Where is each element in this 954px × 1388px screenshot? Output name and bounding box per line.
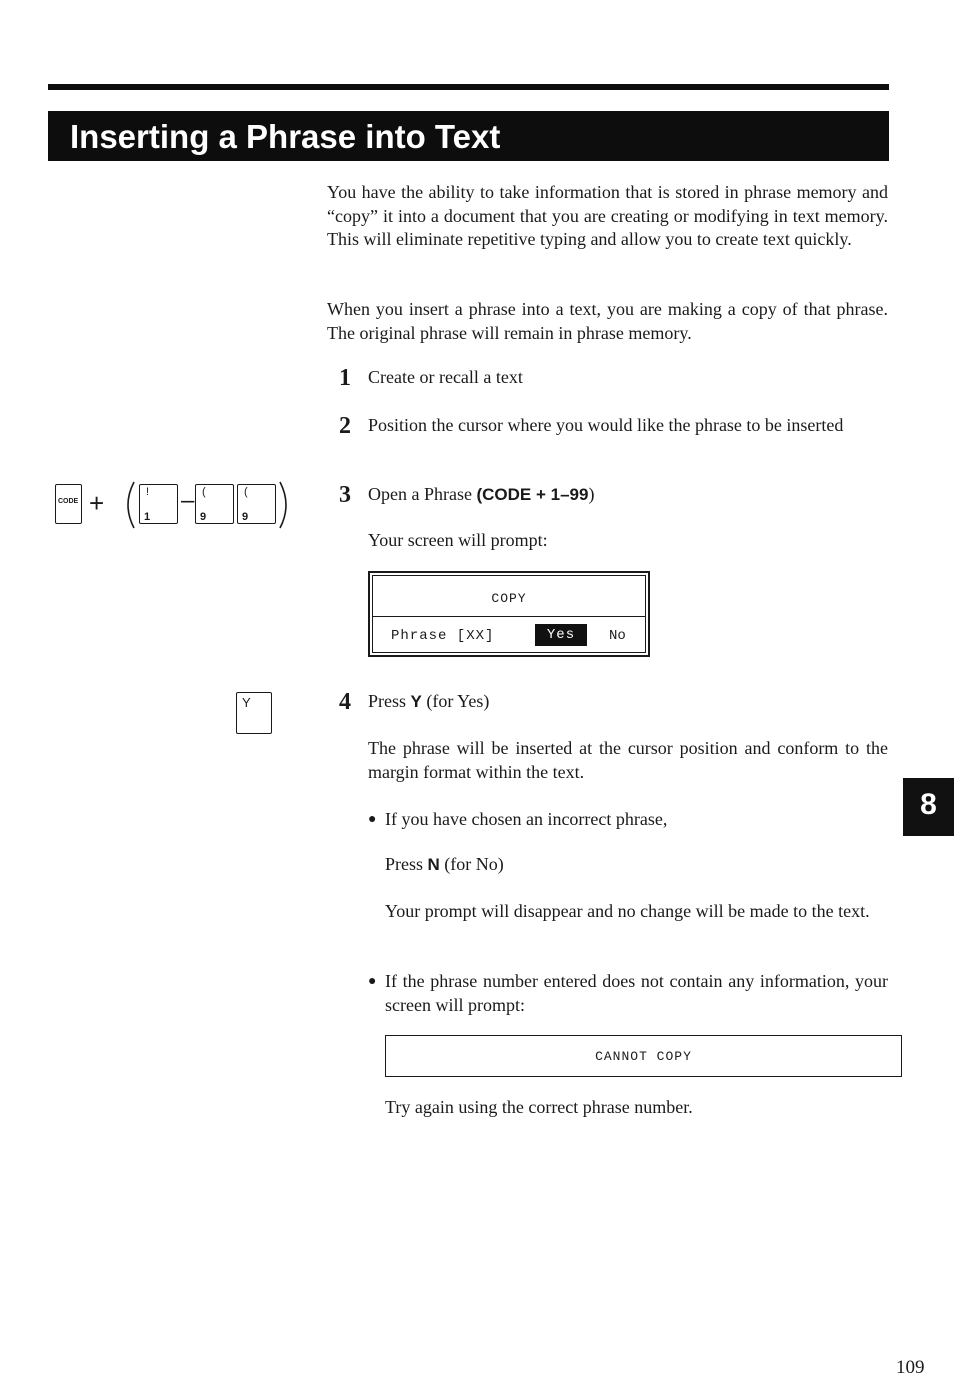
bullet-2-text: If the phrase number entered does not contain any information, your screen will prompt: (385, 971, 888, 1015)
key-9-second-bottom: 9 (242, 511, 249, 523)
key-9-second-top: ( (244, 486, 248, 498)
key-1-icon (139, 484, 178, 524)
close-paren-icon (276, 480, 294, 530)
press-n-text (385, 853, 504, 877)
cannot-copy-screen: CANNOT COPY (385, 1035, 902, 1077)
step-3-keys: (CODE + 1–99 (476, 485, 589, 504)
step-2-text: Position the cursor where you would like the phrase to be inserted (368, 415, 844, 435)
no-option: No (609, 628, 626, 644)
step-4-key: Y (410, 692, 422, 711)
step-3-text-after: ) (588, 484, 595, 504)
plus-sign: + (89, 488, 105, 518)
key-9-bottom: 9 (200, 511, 207, 523)
title-bar (48, 111, 889, 161)
press-n-after: (for No) (439, 854, 504, 874)
y-key-label: Y (242, 695, 251, 710)
top-rule (48, 84, 889, 90)
range-dash: – (181, 487, 195, 514)
key-9-top: ( (202, 486, 206, 498)
prompt-intro: Your screen will prompt: (368, 530, 548, 550)
page-title: Inserting a Phrase into Text (70, 118, 501, 155)
bullet-1-text: If you have chosen an incorrect phrase, (385, 809, 668, 829)
bullet-2-dot: ● (368, 974, 377, 989)
after-yes-text: The phrase will be inserted at the cursor position and conform to the margin format within the text. (368, 738, 888, 782)
step-4-number: 4 (339, 689, 351, 715)
step-4-text-after: (for Yes) (421, 691, 490, 711)
key-9-icon (195, 484, 234, 524)
copy-screen-inner (372, 575, 646, 653)
key-1-bottom: 1 (144, 511, 151, 523)
copy-screen-row (373, 618, 645, 653)
bullet-2-after: Try again using the correct phrase number. (385, 1097, 693, 1117)
chapter-tab (903, 778, 954, 836)
press-n-key: N (427, 855, 440, 874)
intro-paragraph-1: You have the ability to take information that is stored in phrase memory and “copy” it into a document that you are creating or modifying in text memory. This will eliminate repetitive typing and allow you to create text quickly. (327, 182, 888, 249)
copy-screen-header: COPY (373, 576, 645, 617)
key-9-second-icon (237, 484, 276, 524)
press-n-before: Press (385, 854, 428, 874)
chapter-number: 8 (920, 788, 937, 821)
step-1-text: Create or recall a text (368, 367, 523, 387)
step-4-text-before: Press (368, 691, 411, 711)
copy-screen (368, 571, 650, 657)
step-2-number: 2 (339, 413, 351, 439)
bullet-1-dot: ● (368, 812, 377, 827)
y-key-icon (236, 692, 272, 734)
open-paren-icon (120, 480, 138, 530)
step-4-text (368, 690, 888, 714)
yes-option: Yes (535, 624, 587, 646)
key-1-top: ! (146, 486, 150, 498)
intro-paragraph-2: When you insert a phrase into a text, you are making a copy of that phrase. The original phrase will remain in phrase memory. (327, 299, 888, 343)
code-key-label: CODE (58, 498, 79, 505)
step-1-number: 1 (339, 365, 351, 391)
step-3-number: 3 (339, 482, 351, 508)
page-number: 109 (896, 1357, 925, 1378)
code-key-icon (55, 484, 82, 524)
bullet-1-result: Your prompt will disappear and no change will be made to the text. (385, 901, 870, 921)
step-3-text-before: Open a Phrase (368, 484, 477, 504)
step-3-text (368, 483, 888, 507)
phrase-label: Phrase [XX] (391, 628, 495, 644)
